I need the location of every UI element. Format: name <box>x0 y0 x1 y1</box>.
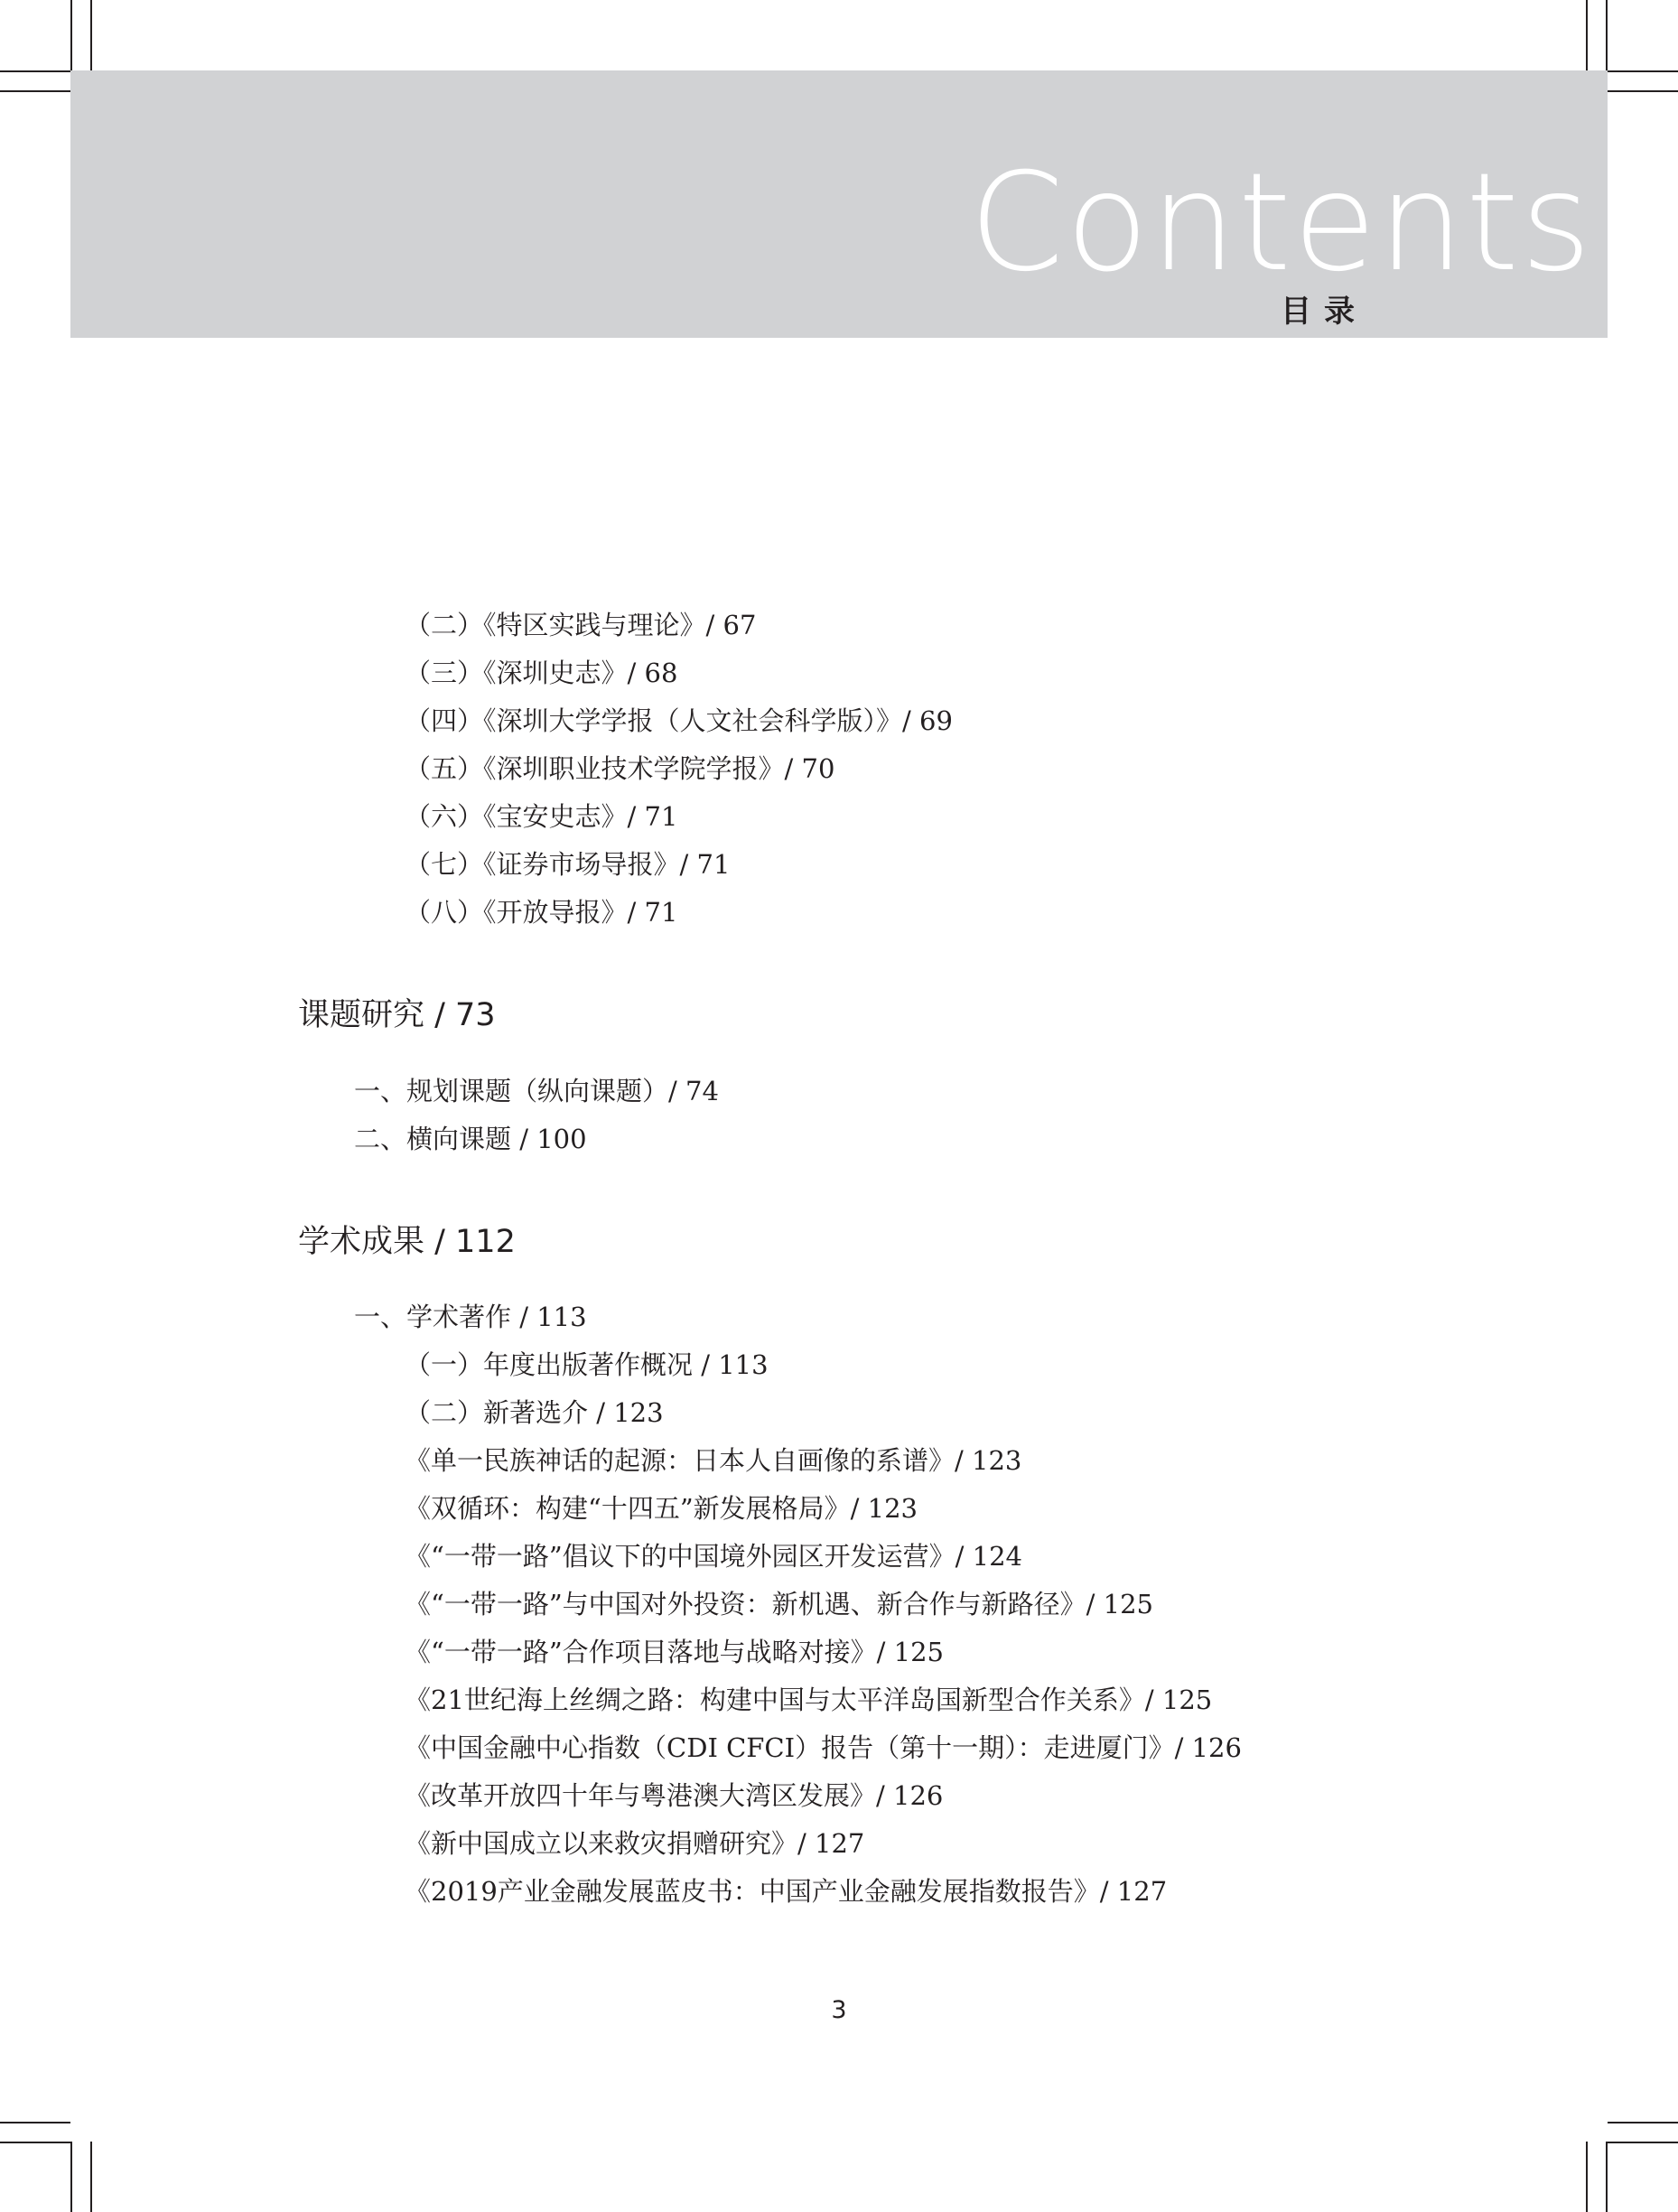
section-heading-achievements[interactable]: 学术成果 / 112 <box>298 1224 516 1260</box>
toc-entry[interactable]: 《21世纪海上丝绸之路：构建中国与太平洋岛国新型合作关系》/ 125 <box>405 1685 1213 1715</box>
toc-entry[interactable]: 一、学术著作 / 113 <box>354 1302 587 1332</box>
toc-entry[interactable]: 一、规划课题（纵向课题）/ 74 <box>354 1076 719 1106</box>
toc-entry[interactable]: （三）《深圳史志》/ 68 <box>405 658 678 688</box>
crop-mark-bottom-left-h <box>0 2142 70 2143</box>
crop-mark-top-right-h2 <box>1608 90 1678 92</box>
toc-entry[interactable]: （一）年度出版著作概况 / 113 <box>405 1349 769 1380</box>
crop-mark-top-left-v2 <box>90 0 92 70</box>
crop-mark-top-left-h <box>0 70 70 72</box>
crop-mark-top-left-v <box>70 0 72 70</box>
toc-entry[interactable]: 二、横向课题 / 100 <box>354 1124 587 1154</box>
toc-entry[interactable]: （五）《深圳职业技术学院学报》/ 70 <box>405 753 835 784</box>
toc-entry[interactable]: 《“一带一路”与中国对外投资：新机遇、新合作与新路径》/ 125 <box>405 1589 1153 1619</box>
crop-mark-bottom-right-v2 <box>1586 2142 1588 2212</box>
toc-entry[interactable]: 《双循环：构建“十四五”新发展格局》/ 123 <box>405 1493 918 1524</box>
page-title: Contents <box>969 145 1593 302</box>
toc-entry[interactable]: （七）《证券市场导报》/ 71 <box>405 849 731 880</box>
toc-entry[interactable]: （六）《宝安史志》/ 71 <box>405 801 678 832</box>
section-heading-research[interactable]: 课题研究 / 73 <box>298 997 496 1033</box>
crop-mark-bottom-right-h <box>1608 2142 1678 2143</box>
toc-entry[interactable]: （四）《深圳大学学报（人文社会科学版）》/ 69 <box>405 705 953 736</box>
toc-entry[interactable]: 《新中国成立以来救灾捐赠研究》/ 127 <box>405 1828 865 1859</box>
crop-mark-bottom-right-v <box>1606 2142 1608 2212</box>
toc-entry[interactable]: （八）《开放导报》/ 71 <box>405 897 678 928</box>
toc-entry[interactable]: 《“一带一路”倡议下的中国境外园区开发运营》/ 124 <box>405 1541 1022 1572</box>
page-subtitle: 目录 <box>1281 294 1367 330</box>
crop-mark-top-right-h <box>1608 70 1678 72</box>
toc-entry[interactable]: 《改革开放四十年与粤港澳大湾区发展》/ 126 <box>405 1780 944 1811</box>
crop-mark-top-right-v2 <box>1586 0 1588 70</box>
toc-entry[interactable]: 《“一带一路”合作项目落地与战略对接》/ 125 <box>405 1637 944 1667</box>
crop-mark-top-left-h2 <box>0 90 70 92</box>
toc-entry[interactable]: 《中国金融中心指数（CDI CFCI）报告（第十一期）：走进厦门》/ 126 <box>405 1732 1242 1763</box>
crop-mark-bottom-left-v2 <box>90 2142 92 2212</box>
crop-mark-bottom-right-h2 <box>1608 2122 1678 2123</box>
crop-mark-bottom-left-v <box>70 2142 72 2212</box>
crop-mark-bottom-left-h2 <box>0 2122 70 2123</box>
crop-mark-top-right-v <box>1606 0 1608 70</box>
toc-entry[interactable]: （二）《特区实践与理论》/ 67 <box>405 610 757 640</box>
toc-entry[interactable]: 《2019产业金融发展蓝皮书：中国产业金融发展指数报告》/ 127 <box>405 1876 1168 1907</box>
toc-entry[interactable]: 《单一民族神话的起源：日本人自画像的系谱》/ 123 <box>405 1445 1022 1476</box>
toc-entry[interactable]: （二）新著选介 / 123 <box>405 1397 664 1428</box>
page-number: 3 <box>831 1996 847 2024</box>
